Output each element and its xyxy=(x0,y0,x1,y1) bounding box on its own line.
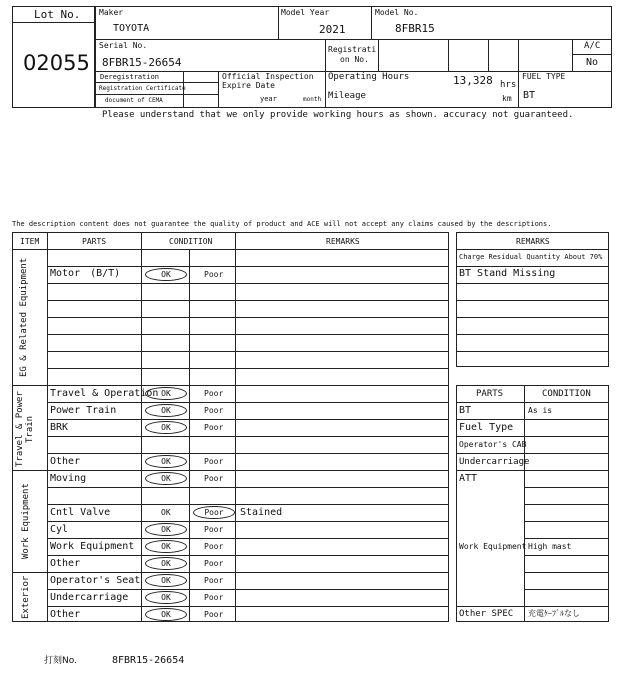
row-operators-seat-poor: Poor xyxy=(204,576,224,585)
row-work-other-ok: OK xyxy=(145,557,187,570)
serial-label: Serial No. xyxy=(99,41,148,50)
row-cntl-valve-poor: Poor xyxy=(193,506,235,519)
row-moving-poor: Poor xyxy=(204,474,224,483)
row-work-equipment-label: Work Equipment xyxy=(50,541,135,552)
inspection-label-1: Official Inspection xyxy=(222,72,314,81)
row-operators-seat-ok: OK xyxy=(145,574,187,587)
ac-value: No xyxy=(586,57,599,68)
parts-box-work-equipment-value: High mast xyxy=(528,542,572,551)
row-power-train-poor: Poor xyxy=(204,406,224,415)
parts-box-fuel-type-label: Fuel Type xyxy=(459,422,514,433)
parts-box-bt-value: As is xyxy=(528,406,553,415)
deregistration-label: Deregistration xyxy=(100,73,160,81)
remarks-box-note: BT Stand Missing xyxy=(459,268,556,279)
row-power-train-label: Power Train xyxy=(50,405,117,416)
row-operators-seat-label: Operator's Seat xyxy=(50,575,141,586)
row-brk-label: BRK xyxy=(50,422,69,433)
fuel-type-value: BT xyxy=(523,90,536,101)
lot-label: Lot No. xyxy=(34,8,81,21)
row-undercarriage-label: Undercarriage xyxy=(50,592,129,603)
group-exterior: Exterior xyxy=(21,575,31,619)
disclaimer-text: The description content does not guarantee the quality of product and ACE will not accept any claims caused by the descriptions. xyxy=(12,220,552,228)
operating-hours-label: Operating Hours xyxy=(328,72,410,82)
row-cyl-ok: OK xyxy=(145,523,187,536)
row-exterior-other-poor: Poor xyxy=(204,610,224,619)
fuel-type-label: FUEL TYPE xyxy=(522,72,566,81)
maker-value: TOYOTA xyxy=(113,23,150,34)
maker-label: Maker xyxy=(99,8,124,17)
row-cyl-poor: Poor xyxy=(204,525,224,534)
stamp-label: 打刻No. xyxy=(44,656,77,666)
row-work-other-poor: Poor xyxy=(204,559,224,568)
parts-box-undercarriage-label: Undercarriage xyxy=(459,457,530,467)
row-undercarriage-poor: Poor xyxy=(204,593,224,602)
row-travel-operation-label: Travel & Operation xyxy=(50,388,159,399)
lot-number: 02055 xyxy=(23,51,90,75)
mileage-label: Mileage xyxy=(328,91,366,101)
row-cntl-valve-ok: OK xyxy=(161,508,171,517)
notice-text: Please understand that we only provide working hours as shown. accuracy not guaranteed. xyxy=(102,110,574,120)
cema-label: document of CEMA xyxy=(105,97,163,104)
registration-label-1: Registrati xyxy=(328,45,377,54)
row-work-other-label: Other xyxy=(50,558,81,569)
registration-certificate-label: Registration Certificate xyxy=(99,85,186,92)
row-travel-operation-ok: OK xyxy=(145,387,187,400)
row-cntl-valve-label: Cntl Valve xyxy=(50,507,111,518)
serial-value: 8FBR15-26654 xyxy=(102,56,182,69)
parts-box-parts-header: PARTS xyxy=(476,389,504,399)
row-exterior-other-label: Other xyxy=(50,609,81,620)
model-year-label: Model Year xyxy=(281,8,330,17)
row-work-equipment-ok: OK xyxy=(145,540,187,553)
row-motor-ok: OK xyxy=(145,268,187,281)
model-no-label: Model No. xyxy=(375,8,419,17)
row-travel-operation-poor: Poor xyxy=(204,389,224,398)
group-eg: EG & Related Equipment xyxy=(19,257,29,377)
row-cyl-label: Cyl xyxy=(50,524,69,535)
parts-box-att-label: ATT xyxy=(459,473,478,484)
year-label: year xyxy=(260,95,277,103)
row-motor-poor: Poor xyxy=(204,270,224,279)
parts-box-work-equipment-label: Work Equipment xyxy=(459,542,527,551)
row-undercarriage-ok: OK xyxy=(145,591,187,604)
ac-label: A/C xyxy=(584,41,601,51)
row-motor-label: Motor (B/T) xyxy=(50,268,121,279)
stamp-value: 8FBR15-26654 xyxy=(112,655,185,666)
inspection-label-2: Expire Date xyxy=(222,81,275,90)
parts-box-operators-cab-label: Operator's CAB xyxy=(459,440,527,449)
row-cntl-valve-remark: Stained xyxy=(240,507,283,518)
header-parts: PARTS xyxy=(82,237,107,246)
row-work-equipment-poor: Poor xyxy=(204,542,224,551)
group-work: Work Equipment xyxy=(21,483,31,559)
model-year-value: 2021 xyxy=(319,23,346,36)
row-brk-ok: OK xyxy=(145,421,187,434)
row-exterior-other-ok: OK xyxy=(145,608,187,621)
row-power-train-ok: OK xyxy=(145,404,187,417)
group-travel: Travel & Power Train xyxy=(15,391,35,467)
registration-label-2: on No. xyxy=(340,55,369,64)
remarks-box-header: REMARKS xyxy=(516,237,550,246)
remarks-box-charge: Charge Residual Quantity About 70% xyxy=(459,253,603,261)
parts-box-condition-header: CONDITION xyxy=(542,389,591,399)
month-label: month xyxy=(303,96,322,103)
parts-box-other-spec-value: 充電ｹｰﾌﾞﾙなし xyxy=(528,609,580,618)
header-condition: CONDITION xyxy=(169,237,213,246)
row-travel-other-label: Other xyxy=(50,456,81,467)
header-remarks: REMARKS xyxy=(326,237,360,246)
km-label: km xyxy=(502,94,512,103)
row-moving-ok: OK xyxy=(145,472,187,485)
header-item: ITEM xyxy=(20,237,40,246)
model-no-value: 8FBR15 xyxy=(395,22,435,35)
row-brk-poor: Poor xyxy=(204,423,224,432)
parts-box-bt-label: BT xyxy=(459,405,472,416)
parts-box-other-spec-label: Other SPEC xyxy=(459,609,514,619)
row-moving-label: Moving xyxy=(50,473,87,484)
row-travel-other-poor: Poor xyxy=(204,457,224,466)
hrs-label: hrs xyxy=(500,80,517,90)
operating-hours-value: 13,328 xyxy=(453,74,493,87)
row-travel-other-ok: OK xyxy=(145,455,187,468)
